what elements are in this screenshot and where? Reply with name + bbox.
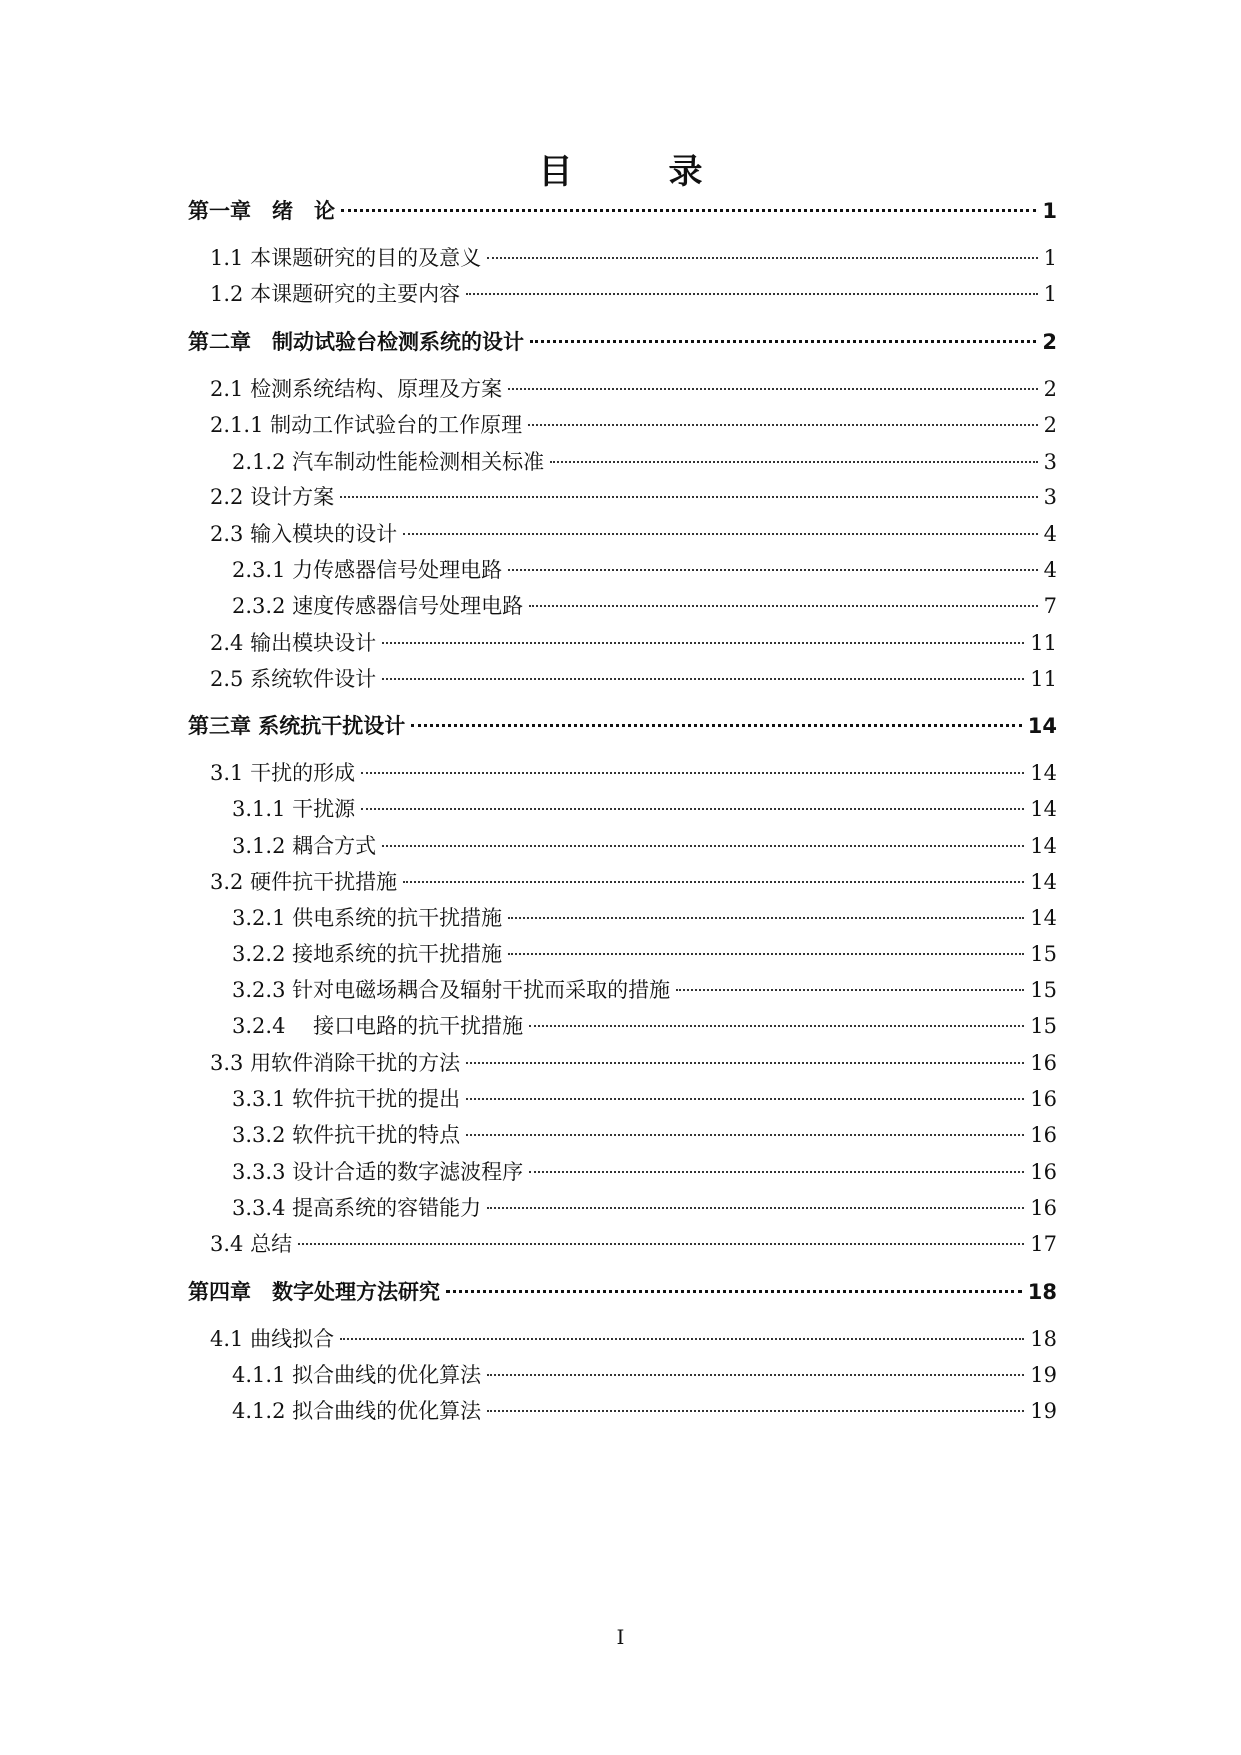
dot-leader bbox=[382, 678, 1024, 680]
dot-leader bbox=[403, 881, 1024, 883]
toc-entry-label: 3.2.3 针对电磁场耦合及辐射干扰而采取的措施 bbox=[232, 978, 671, 1002]
toc-entry[interactable] bbox=[232, 1083, 1057, 1115]
dot-leader bbox=[411, 724, 1021, 727]
toc-entry-page: 2 bbox=[1043, 377, 1057, 401]
toc-entry[interactable] bbox=[188, 1276, 1057, 1308]
toc-entry[interactable] bbox=[188, 195, 1057, 227]
toc-entry-label: 3.2.4 接口电路的抗干扰措施 bbox=[232, 1014, 524, 1038]
dot-leader bbox=[298, 1243, 1024, 1245]
toc-entry[interactable] bbox=[210, 627, 1057, 659]
toc-entry-label: 2.5 系统软件设计 bbox=[210, 667, 377, 691]
toc-entry-page: 16 bbox=[1030, 1087, 1057, 1111]
toc-entry[interactable] bbox=[210, 481, 1057, 513]
toc-entry-label: 3.4 总结 bbox=[210, 1232, 293, 1256]
dot-leader bbox=[382, 845, 1024, 847]
toc-entry[interactable] bbox=[232, 938, 1057, 970]
toc-entry[interactable] bbox=[188, 326, 1057, 358]
dot-leader bbox=[487, 1207, 1024, 1209]
toc-entry-label: 3.3 用软件消除干扰的方法 bbox=[210, 1051, 461, 1075]
dot-leader bbox=[487, 1374, 1024, 1376]
toc-entry-label: 3.2.2 接地系统的抗干扰措施 bbox=[232, 942, 503, 966]
toc-entry-page: 4 bbox=[1043, 522, 1057, 546]
toc-entry-page: 16 bbox=[1030, 1051, 1057, 1075]
toc-entry[interactable] bbox=[210, 409, 1057, 441]
toc-entry-page: 1 bbox=[1043, 282, 1057, 306]
dot-leader bbox=[361, 808, 1024, 810]
dot-leader bbox=[508, 569, 1038, 571]
toc-entry-page: 19 bbox=[1030, 1399, 1057, 1423]
dot-leader bbox=[676, 989, 1024, 991]
dot-leader bbox=[508, 953, 1024, 955]
toc-entry-page: 4 bbox=[1043, 558, 1057, 582]
toc-entry-label: 2.3.1 力传感器信号处理电路 bbox=[232, 558, 503, 582]
toc-entry[interactable] bbox=[232, 1119, 1057, 1151]
toc-entry[interactable] bbox=[232, 902, 1057, 934]
toc-entry[interactable] bbox=[210, 278, 1057, 310]
toc-entry[interactable] bbox=[232, 1192, 1057, 1224]
toc-entry[interactable] bbox=[210, 373, 1057, 405]
dot-leader bbox=[530, 340, 1036, 343]
toc-entry-label: 3.2.1 供电系统的抗干扰措施 bbox=[232, 906, 503, 930]
toc-entry-label: 3.3.2 软件抗干扰的特点 bbox=[232, 1123, 461, 1147]
toc-entry-label: 2.3.2 速度传感器信号处理电路 bbox=[232, 594, 524, 618]
toc-entry-label: 2.1.1 制动工作试验台的工作原理 bbox=[210, 413, 523, 437]
toc-entry-page: 11 bbox=[1030, 667, 1057, 691]
toc-entry-page: 14 bbox=[1030, 761, 1057, 785]
toc-entry-page: 16 bbox=[1030, 1196, 1057, 1220]
toc-entry-label: 3.1.2 耦合方式 bbox=[232, 834, 377, 858]
dot-leader bbox=[341, 209, 1036, 212]
toc-entry-label: 第二章 制动试验台检测系统的设计 bbox=[188, 330, 524, 354]
toc-entry-page: 17 bbox=[1030, 1232, 1057, 1256]
toc-entry-page: 14 bbox=[1030, 834, 1057, 858]
dot-leader bbox=[446, 1290, 1022, 1293]
toc-entry-label: 2.1.2 汽车制动性能检测相关标准 bbox=[232, 450, 545, 474]
toc-entry-page: 18 bbox=[1030, 1327, 1057, 1351]
toc-entry[interactable] bbox=[232, 830, 1057, 862]
toc-entry-label: 第四章 数字处理方法研究 bbox=[188, 1280, 440, 1304]
toc-entry-page: 2 bbox=[1043, 413, 1057, 437]
toc-entry-label: 2.3 输入模块的设计 bbox=[210, 522, 398, 546]
toc-entry-page: 2 bbox=[1042, 330, 1057, 354]
dot-leader bbox=[508, 917, 1024, 919]
toc-entry-label: 3.1.1 干扰源 bbox=[232, 797, 356, 821]
toc-entry-label: 2.2 设计方案 bbox=[210, 485, 335, 509]
toc-entry[interactable] bbox=[210, 242, 1057, 274]
toc-entry-page: 14 bbox=[1030, 797, 1057, 821]
toc-entry-label: 4.1.1 拟合曲线的优化算法 bbox=[232, 1363, 482, 1387]
dot-leader bbox=[466, 1098, 1024, 1100]
toc-entry-page: 15 bbox=[1030, 942, 1057, 966]
toc-entry-page: 16 bbox=[1030, 1160, 1057, 1184]
toc-entry-page: 14 bbox=[1030, 906, 1057, 930]
dot-leader bbox=[466, 1062, 1024, 1064]
toc-entry[interactable] bbox=[232, 1156, 1057, 1188]
toc-entry-page: 14 bbox=[1027, 714, 1057, 738]
toc-entry-label: 3.3.3 设计合适的数字滤波程序 bbox=[232, 1160, 524, 1184]
toc-entry-page: 3 bbox=[1043, 450, 1057, 474]
toc-entry[interactable] bbox=[232, 1010, 1057, 1042]
dot-leader bbox=[550, 461, 1038, 463]
toc-entry-page: 19 bbox=[1030, 1363, 1057, 1387]
toc-entry[interactable] bbox=[232, 446, 1057, 478]
page-number: I bbox=[616, 1625, 625, 1649]
toc-entry-page: 14 bbox=[1030, 870, 1057, 894]
toc-entry-page: 1 bbox=[1042, 199, 1057, 223]
toc-entry[interactable] bbox=[210, 757, 1057, 789]
toc-entry-label: 3.3.1 软件抗干扰的提出 bbox=[232, 1087, 461, 1111]
toc-entry-page: 1 bbox=[1043, 246, 1057, 270]
toc-entry[interactable] bbox=[210, 663, 1057, 695]
toc-entry-label: 3.2 硬件抗干扰措施 bbox=[210, 870, 398, 894]
toc-entry-page: 15 bbox=[1030, 978, 1057, 1002]
toc-entry-label: 第三章 系统抗干扰设计 bbox=[188, 714, 406, 738]
toc-entry[interactable] bbox=[210, 518, 1057, 550]
dot-leader bbox=[487, 257, 1038, 259]
dot-leader bbox=[361, 772, 1024, 774]
toc-entry-label: 4.1.2 拟合曲线的优化算法 bbox=[232, 1399, 482, 1423]
toc-entry-page: 7 bbox=[1043, 594, 1057, 618]
toc-entry-page: 11 bbox=[1030, 631, 1057, 655]
toc-entry[interactable] bbox=[232, 793, 1057, 825]
dot-leader bbox=[529, 1025, 1024, 1027]
toc-entry-page: 15 bbox=[1030, 1014, 1057, 1038]
toc-entry-label: 1.2 本课题研究的主要内容 bbox=[210, 282, 461, 306]
toc-entry[interactable] bbox=[232, 1395, 1057, 1427]
toc-entry[interactable] bbox=[232, 1359, 1057, 1391]
dot-leader bbox=[529, 1171, 1024, 1173]
dot-leader bbox=[466, 293, 1038, 295]
dot-leader bbox=[487, 1410, 1024, 1412]
toc-entry-page: 3 bbox=[1043, 485, 1057, 509]
dot-leader bbox=[528, 424, 1038, 426]
dot-leader bbox=[529, 605, 1038, 607]
dot-leader bbox=[340, 496, 1038, 498]
toc-entry-label: 4.1 曲线拟合 bbox=[210, 1327, 335, 1351]
toc-entry-label: 第一章 绪 论 bbox=[188, 199, 335, 223]
toc-title-part2: 录 bbox=[668, 152, 703, 192]
dot-leader bbox=[382, 642, 1024, 644]
toc-entry[interactable] bbox=[188, 710, 1057, 742]
dot-leader bbox=[466, 1134, 1024, 1136]
toc-entry-page: 18 bbox=[1027, 1280, 1057, 1304]
dot-leader bbox=[403, 533, 1038, 535]
dot-leader bbox=[340, 1338, 1024, 1340]
toc-entry[interactable] bbox=[210, 866, 1057, 898]
toc-entry[interactable] bbox=[210, 1323, 1057, 1355]
toc-entry[interactable] bbox=[232, 974, 1057, 1006]
dot-leader bbox=[508, 388, 1038, 390]
toc-entry-label: 1.1 本课题研究的目的及意义 bbox=[210, 246, 482, 270]
toc-entry-label: 3.1 干扰的形成 bbox=[210, 761, 356, 785]
toc-entry-label: 3.3.4 提高系统的容错能力 bbox=[232, 1196, 482, 1220]
toc-entry[interactable] bbox=[210, 1228, 1057, 1260]
toc-entry[interactable] bbox=[210, 1047, 1057, 1079]
toc-entry[interactable] bbox=[232, 554, 1057, 586]
toc-entry[interactable] bbox=[232, 590, 1057, 622]
toc-entry-page: 16 bbox=[1030, 1123, 1057, 1147]
toc-entry-label: 2.4 输出模块设计 bbox=[210, 631, 377, 655]
toc-title-part1: 目 bbox=[538, 152, 573, 192]
toc-entry-label: 2.1 检测系统结构、原理及方案 bbox=[210, 377, 503, 401]
